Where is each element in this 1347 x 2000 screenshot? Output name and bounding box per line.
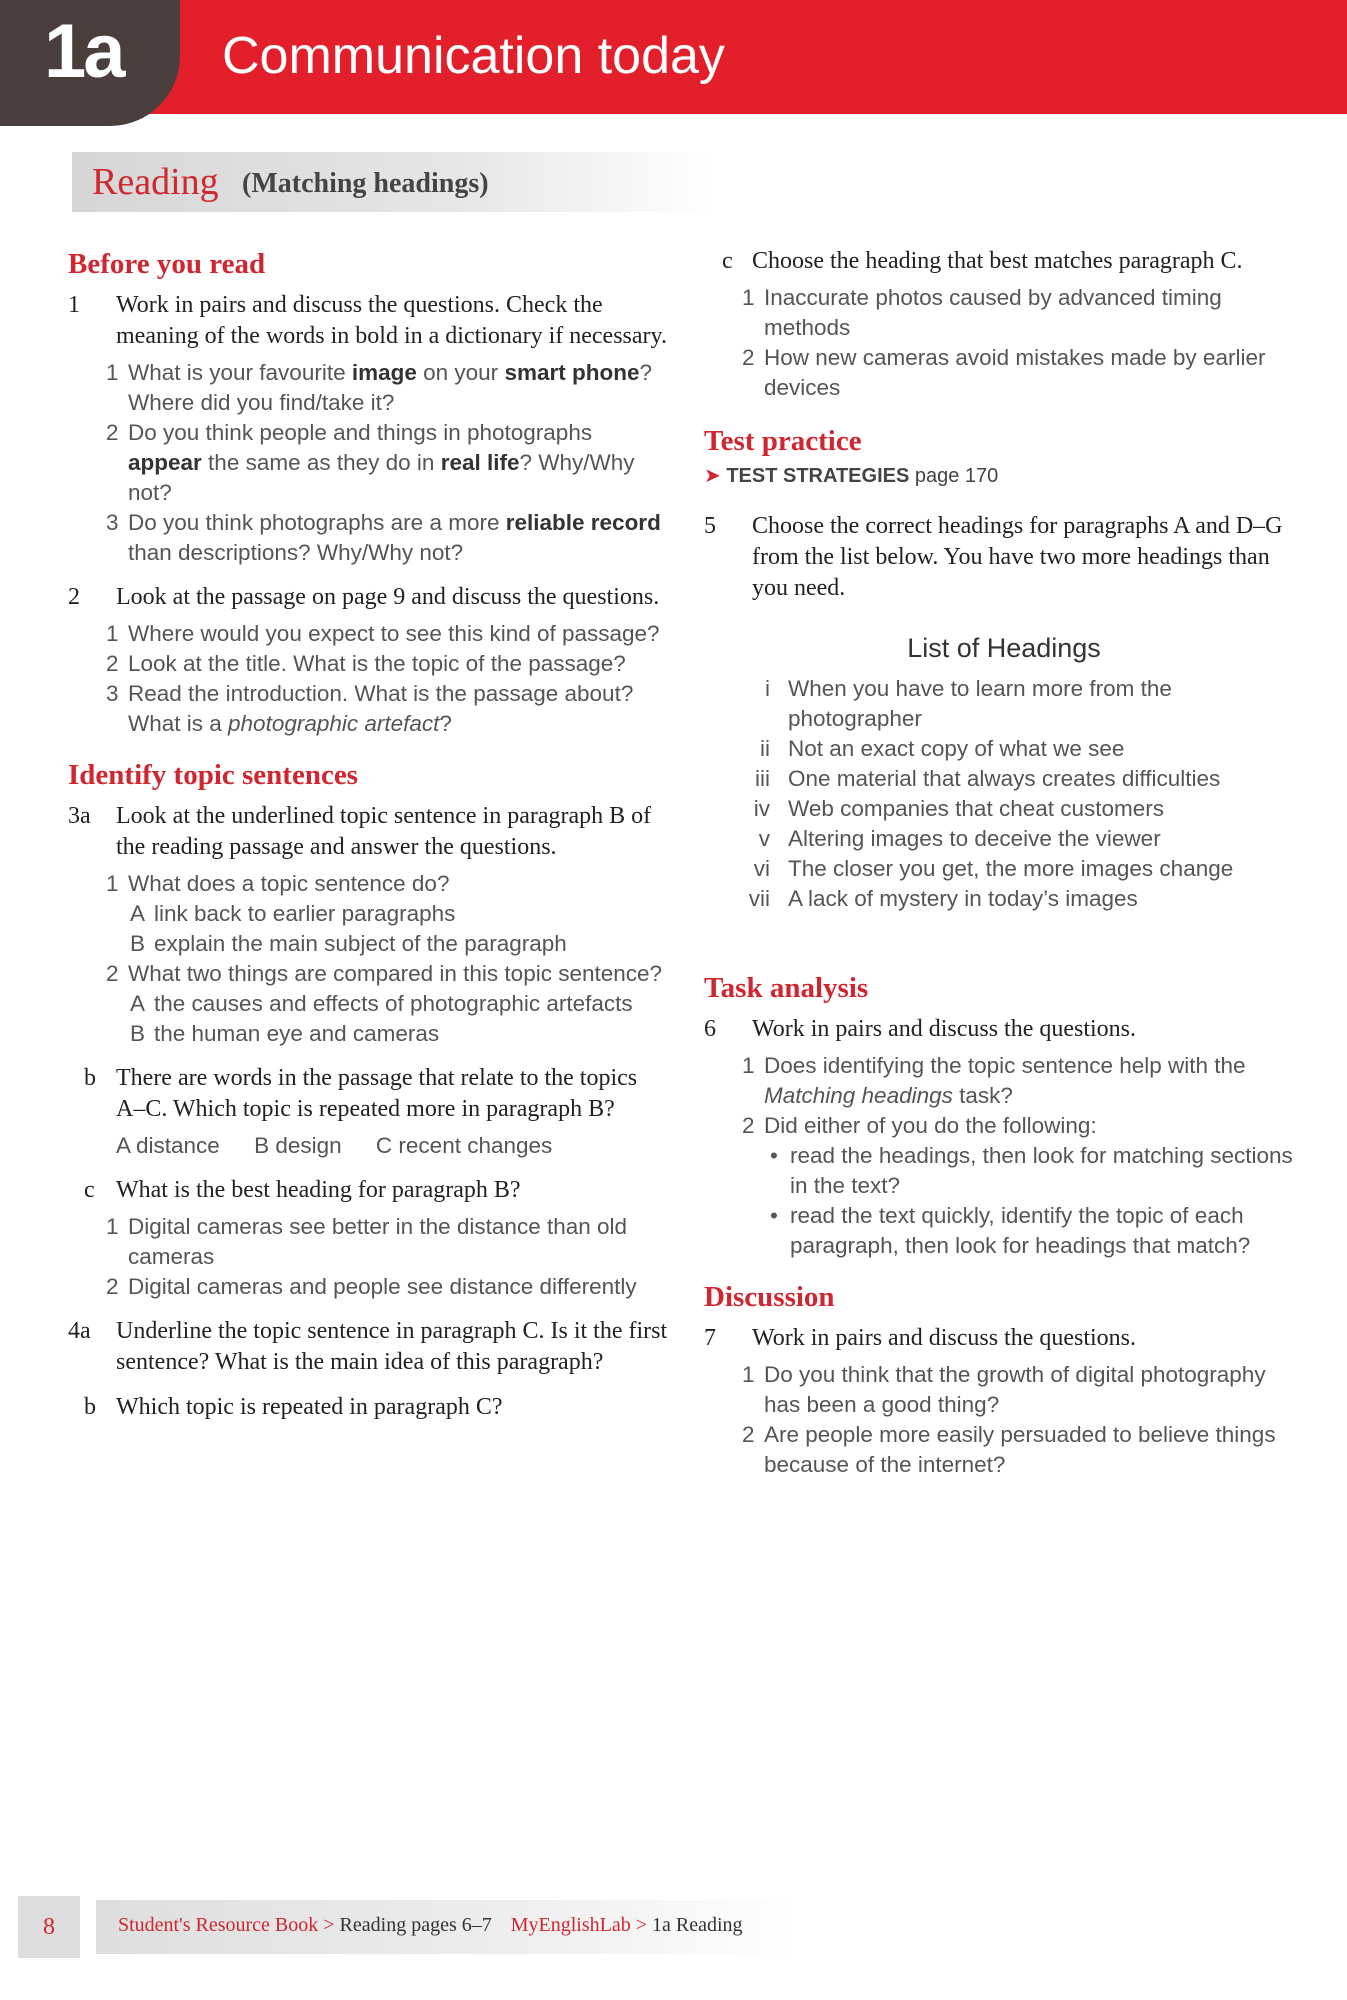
exercise-text: Underline the topic sentence in paragraph C. Is it the first sentence? What is the main idea of this paragraph? bbox=[116, 1318, 668, 1375]
item-text: task? bbox=[952, 1083, 1013, 1108]
item-text: Digital cameras see better in the distance than old cameras bbox=[128, 1214, 628, 1269]
exercise-number: 3a bbox=[68, 803, 91, 829]
heading-option bbox=[704, 674, 1304, 734]
left-column bbox=[68, 246, 668, 1423]
heading-option bbox=[704, 734, 1304, 764]
footer-references bbox=[96, 1900, 796, 1954]
topic-options bbox=[68, 1131, 668, 1161]
item-number: 2 bbox=[742, 1422, 755, 1447]
question-item bbox=[68, 508, 668, 568]
heading-text: Altering images to deceive the viewer bbox=[788, 826, 1161, 851]
bullet-icon: • bbox=[770, 1203, 778, 1228]
italic-term: Matching headings bbox=[764, 1083, 953, 1108]
test-strategies-link[interactable] bbox=[704, 461, 1304, 491]
item-text: Inaccurate photos caused by advanced timing methods bbox=[764, 285, 1222, 340]
item-number: 2 bbox=[106, 961, 119, 986]
topic-option: A distance bbox=[116, 1133, 220, 1158]
exercise-number: b bbox=[84, 1065, 96, 1091]
separator: > bbox=[323, 1914, 335, 1936]
bullet-item bbox=[704, 1201, 1304, 1261]
exercise-number: 2 bbox=[68, 584, 80, 610]
exercise-text: Work in pairs and discuss the questions. bbox=[752, 1016, 1137, 1042]
item-number: 1 bbox=[742, 285, 755, 310]
page-number-box bbox=[18, 1896, 80, 1958]
option-letter: B bbox=[130, 1021, 146, 1046]
resource-book-label: Student's Resource Book bbox=[118, 1914, 319, 1936]
discussion-heading: Discussion bbox=[704, 1281, 835, 1313]
item-text: Are people more easily persuaded to believe things because of the internet? bbox=[764, 1422, 1276, 1477]
question-item bbox=[68, 418, 668, 508]
text-part: Do you think photographs are a more bbox=[128, 510, 506, 535]
bullet-text: read the headings, then look for matching sections in the text? bbox=[790, 1143, 1293, 1198]
page-number: 8 bbox=[43, 1914, 55, 1940]
exercise-4c bbox=[704, 246, 1304, 277]
heading-option bbox=[704, 764, 1304, 794]
question-item bbox=[704, 1360, 1304, 1420]
question-item bbox=[68, 1272, 668, 1302]
exercise-text: What is the best heading for paragraph B? bbox=[116, 1177, 521, 1203]
roman-numeral: vii bbox=[748, 886, 770, 911]
question-item bbox=[704, 283, 1304, 343]
question-item bbox=[704, 343, 1304, 403]
heading-text: A lack of mystery in today’s images bbox=[788, 886, 1138, 911]
item-number: 1 bbox=[106, 621, 119, 646]
exercise-number: 4a bbox=[68, 1318, 91, 1344]
roman-numeral: iii bbox=[755, 766, 770, 791]
exercise-4b bbox=[68, 1392, 668, 1423]
exercise-number: c bbox=[722, 248, 733, 274]
heading-text: Not an exact copy of what we see bbox=[788, 736, 1125, 761]
item-number: 1 bbox=[742, 1053, 755, 1078]
item-number: 2 bbox=[106, 651, 119, 676]
identify-topic-sentences-heading: Identify topic sentences bbox=[68, 759, 358, 791]
heading-text: One material that always creates difficulties bbox=[788, 766, 1221, 791]
option-text: the causes and effects of photographic artefacts bbox=[154, 991, 633, 1016]
exercise-6 bbox=[704, 1014, 1304, 1045]
heading-option bbox=[704, 884, 1304, 914]
unit-title: Communication today bbox=[222, 27, 725, 85]
question-item bbox=[68, 649, 668, 679]
question-item bbox=[68, 619, 668, 649]
text-part: ? Why/Why not? bbox=[128, 450, 635, 505]
exercise-number: c bbox=[84, 1177, 95, 1203]
item-text: Read the introduction. What is the passage about? What is a bbox=[128, 681, 634, 736]
option-item bbox=[68, 929, 668, 959]
text-part: on your bbox=[416, 360, 505, 385]
bold-word: real life bbox=[440, 450, 520, 475]
text-part: than descriptions? Why/Why not? bbox=[128, 540, 464, 565]
item-text: Digital cameras and people see distance differently bbox=[128, 1274, 637, 1299]
item-number: 1 bbox=[106, 1214, 119, 1239]
roman-numeral: iv bbox=[753, 796, 770, 821]
section-heading bbox=[72, 152, 712, 212]
exercise-number: b bbox=[84, 1394, 96, 1420]
bold-word: image bbox=[351, 360, 417, 385]
bold-word: smart phone bbox=[504, 360, 640, 385]
option-item bbox=[68, 899, 668, 929]
item-text: What two things are compared in this topic sentence? bbox=[128, 961, 663, 986]
exercise-text: Work in pairs and discuss the questions. bbox=[752, 1325, 1137, 1351]
option-letter: B bbox=[130, 931, 146, 956]
heading-text: The closer you get, the more images change bbox=[788, 856, 1234, 881]
unit-number: 1a bbox=[44, 9, 123, 94]
exercise-number: 7 bbox=[704, 1325, 716, 1351]
item-text: Look at the title. What is the topic of the passage? bbox=[128, 651, 626, 676]
text-part: Do you think people and things in photographs bbox=[128, 420, 593, 445]
roman-numeral: v bbox=[758, 826, 770, 851]
item-text: ? bbox=[439, 711, 452, 736]
list-of-headings-title: List of Headings bbox=[907, 633, 1101, 663]
resource-pages: Reading pages 6–7 bbox=[339, 1914, 492, 1936]
question-item bbox=[68, 959, 668, 989]
exercise-3c bbox=[68, 1175, 668, 1206]
exercise-1 bbox=[68, 290, 668, 352]
item-number: 2 bbox=[106, 420, 119, 445]
strategies-label: TEST STRATEGIES bbox=[726, 465, 910, 487]
question-item bbox=[704, 1051, 1304, 1111]
item-text: Does identifying the topic sentence help with the bbox=[764, 1053, 1246, 1078]
bullet-text: read the text quickly, identify the topic of each paragraph, then look for headings that match? bbox=[790, 1203, 1251, 1258]
exercise-3b bbox=[68, 1063, 668, 1125]
section-subtitle: (Matching headings) bbox=[242, 168, 489, 199]
bold-word: reliable record bbox=[505, 510, 661, 535]
italic-term: photographic artefact bbox=[228, 711, 440, 736]
item-number: 1 bbox=[106, 871, 119, 896]
bold-word: appear bbox=[128, 450, 202, 475]
exercise-7 bbox=[704, 1323, 1304, 1354]
section-title: Reading bbox=[92, 161, 219, 203]
roman-numeral: i bbox=[765, 676, 770, 701]
exercise-number: 1 bbox=[68, 292, 80, 318]
item-number: 2 bbox=[742, 1113, 755, 1138]
option-text: link back to earlier paragraphs bbox=[154, 901, 456, 926]
strategies-page: page 170 bbox=[914, 465, 999, 487]
option-item bbox=[68, 1019, 668, 1049]
separator: > bbox=[635, 1914, 648, 1936]
exercise-text: Look at the passage on page 9 and discuss the questions. bbox=[116, 584, 660, 610]
lab-section: 1a Reading bbox=[652, 1914, 743, 1936]
item-number: 2 bbox=[106, 1274, 119, 1299]
option-text: explain the main subject of the paragraph bbox=[154, 931, 567, 956]
exercise-4a bbox=[68, 1316, 668, 1378]
item-number: 2 bbox=[742, 345, 755, 370]
task-analysis-heading: Task analysis bbox=[704, 972, 869, 1004]
option-letter: A bbox=[130, 991, 146, 1016]
item-text: Where would you expect to see this kind of passage? bbox=[128, 621, 660, 646]
text-part: What is your favourite bbox=[128, 360, 352, 385]
heading-text: Web companies that cheat customers bbox=[788, 796, 1165, 821]
myenglishlab-label: MyEnglishLab bbox=[510, 1914, 631, 1936]
item-text: Do you think that the growth of digital photography has been a good thing? bbox=[764, 1362, 1266, 1417]
heading-option bbox=[704, 794, 1304, 824]
exercise-text: Choose the heading that best matches paragraph C. bbox=[752, 248, 1243, 274]
exercise-number: 5 bbox=[704, 513, 716, 539]
item-text: What does a topic sentence do? bbox=[128, 871, 450, 896]
question-item bbox=[68, 679, 668, 739]
text-part: ? Where did you find/take it? bbox=[128, 360, 652, 415]
item-number: 3 bbox=[106, 681, 119, 706]
right-column bbox=[704, 246, 1304, 1480]
footer-text bbox=[118, 1914, 743, 1937]
option-item bbox=[68, 989, 668, 1019]
item-number: 1 bbox=[106, 360, 119, 385]
before-you-read-heading: Before you read bbox=[68, 248, 266, 280]
heading-option bbox=[704, 854, 1304, 884]
exercise-3a bbox=[68, 801, 668, 863]
heading-text: When you have to learn more from the photographer bbox=[788, 676, 1172, 731]
bullet-icon: • bbox=[770, 1143, 778, 1168]
exercise-5 bbox=[704, 511, 1304, 604]
question-item bbox=[68, 869, 668, 899]
question-item bbox=[704, 1111, 1304, 1141]
test-practice-heading: Test practice bbox=[704, 425, 862, 457]
heading-option bbox=[704, 824, 1304, 854]
exercise-text: Which topic is repeated in paragraph C? bbox=[116, 1394, 503, 1420]
topic-option: B design bbox=[254, 1133, 342, 1158]
question-item bbox=[704, 1420, 1304, 1480]
topic-option: C recent changes bbox=[375, 1133, 553, 1158]
item-number: 1 bbox=[742, 1362, 755, 1387]
option-letter: A bbox=[130, 901, 146, 926]
exercise-number: 6 bbox=[704, 1016, 716, 1042]
exercise-text: Choose the correct headings for paragraphs A and D–G from the list below. You have two more headings than you need. bbox=[752, 513, 1283, 601]
question-item bbox=[68, 1212, 668, 1272]
arrow-right-icon: ➤ bbox=[704, 465, 721, 487]
exercise-text: There are words in the passage that relate to the topics A–C. Which topic is repeated more in paragraph B? bbox=[116, 1065, 638, 1122]
question-item bbox=[68, 358, 668, 418]
roman-numeral: vi bbox=[753, 856, 770, 881]
option-text: the human eye and cameras bbox=[154, 1021, 440, 1046]
item-text: How new cameras avoid mistakes made by earlier devices bbox=[764, 345, 1266, 400]
exercise-text: Work in pairs and discuss the questions. Check the meaning of the words in bold in a dictionary if necessary. bbox=[116, 292, 667, 349]
exercise-2 bbox=[68, 582, 668, 613]
item-text: Did either of you do the following: bbox=[764, 1113, 1097, 1138]
bullet-item bbox=[704, 1141, 1304, 1201]
roman-numeral: ii bbox=[760, 736, 770, 761]
text-part: the same as they do in bbox=[201, 450, 441, 475]
item-number: 3 bbox=[106, 510, 119, 535]
exercise-text: Look at the underlined topic sentence in paragraph B of the reading passage and answer the questions. bbox=[116, 803, 652, 860]
